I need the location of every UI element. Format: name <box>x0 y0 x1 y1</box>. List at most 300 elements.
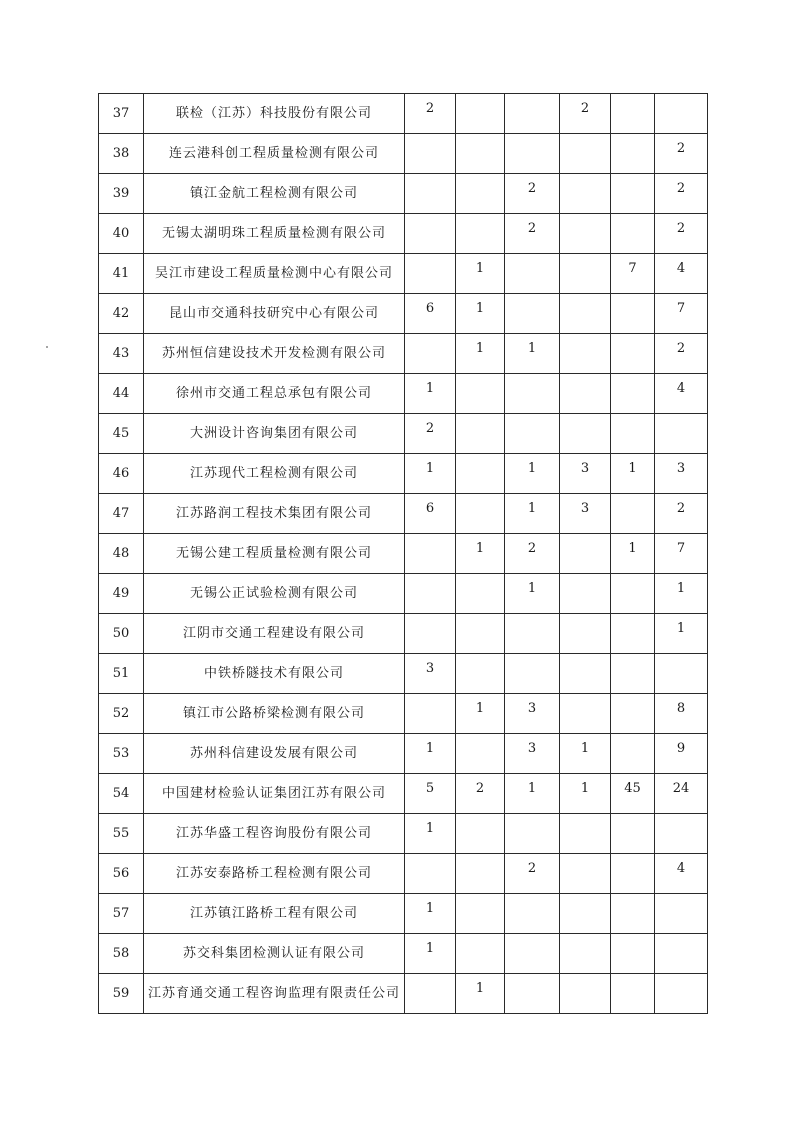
value-cell-6 <box>655 574 708 614</box>
value-cell-1 <box>405 134 456 174</box>
value-1: 1 <box>425 740 435 756</box>
row-index-cell <box>99 94 144 134</box>
value-cell-4 <box>560 454 611 494</box>
table-row <box>99 574 708 614</box>
row-index: 47 <box>112 505 130 521</box>
value-cell-3 <box>505 334 560 374</box>
row-index-cell <box>99 414 144 454</box>
value-cell-5 <box>611 334 655 374</box>
value-cell-6 <box>655 614 708 654</box>
table-row <box>99 134 708 174</box>
value-cell-2 <box>456 254 505 294</box>
value-cell-1 <box>405 294 456 334</box>
company-name: 大洲设计咨询集团有限公司 <box>189 425 358 441</box>
value-cell-6 <box>655 254 708 294</box>
value-cell-1 <box>405 494 456 534</box>
value-cell-5 <box>611 214 655 254</box>
company-name: 中铁桥隧技术有限公司 <box>203 665 344 681</box>
value-cell-4 <box>560 894 611 934</box>
row-index-cell <box>99 174 144 214</box>
value-cell-5 <box>611 534 655 574</box>
value-cell-5 <box>611 654 655 694</box>
value-cell-4 <box>560 494 611 534</box>
value-cell-4 <box>560 974 611 1014</box>
company-name: 无锡公正试验检测有限公司 <box>189 585 358 601</box>
value-cell-6 <box>655 814 708 854</box>
value-cell-3 <box>505 934 560 974</box>
value-cell-4 <box>560 174 611 214</box>
table-row <box>99 334 708 374</box>
row-index-cell <box>99 454 144 494</box>
value-cell-4 <box>560 254 611 294</box>
value-5: 1 <box>628 460 637 476</box>
company-name: 吴江市建设工程质量检测中心有限公司 <box>154 265 393 281</box>
value-cell-1 <box>405 814 456 854</box>
value-cell-3 <box>505 534 560 574</box>
value-6: 2 <box>676 220 686 236</box>
value-cell-3 <box>505 214 560 254</box>
value-1: 6 <box>425 300 435 316</box>
row-index: 45 <box>112 425 130 441</box>
value-cell-1 <box>405 94 456 134</box>
value-cell-1 <box>405 414 456 454</box>
row-index-cell <box>99 134 144 174</box>
value-3: 2 <box>527 180 537 196</box>
value-6: 7 <box>676 540 686 556</box>
table-row <box>99 894 708 934</box>
value-cell-6 <box>655 694 708 734</box>
value-cell-2 <box>456 214 505 254</box>
value-cell-3 <box>505 974 560 1014</box>
value-cell-2 <box>456 614 505 654</box>
table-row <box>99 934 708 974</box>
row-index-cell <box>99 214 144 254</box>
value-6: 1 <box>676 580 686 596</box>
row-index: 38 <box>112 145 130 161</box>
value-1: 1 <box>425 900 435 916</box>
value-cell-5 <box>611 134 655 174</box>
value-6: 8 <box>676 700 686 716</box>
value-cell-5 <box>611 574 655 614</box>
value-2: 1 <box>475 700 485 716</box>
row-index-cell <box>99 774 144 814</box>
value-1: 3 <box>425 660 435 676</box>
company-name-cell <box>144 694 405 734</box>
row-index: 43 <box>112 345 130 361</box>
value-cell-5 <box>611 614 655 654</box>
table-row <box>99 374 708 414</box>
value-cell-6 <box>655 974 708 1014</box>
value-cell-6 <box>655 174 708 214</box>
value-cell-1 <box>405 974 456 1014</box>
company-name-cell <box>144 654 405 694</box>
company-name-cell <box>144 854 405 894</box>
company-name: 江苏路润工程技术集团有限公司 <box>175 505 372 521</box>
company-name-cell <box>144 94 405 134</box>
value-cell-3 <box>505 694 560 734</box>
value-cell-6 <box>655 494 708 534</box>
row-index: 54 <box>112 785 130 801</box>
value-cell-5 <box>611 494 655 534</box>
company-name-cell <box>144 494 405 534</box>
value-cell-5 <box>611 174 655 214</box>
company-name: 江阴市交通工程建设有限公司 <box>182 625 365 641</box>
value-6: 2 <box>676 140 686 156</box>
company-name: 徐州市交通工程总承包有限公司 <box>175 385 372 401</box>
value-3: 1 <box>527 780 537 796</box>
company-name-cell <box>144 294 405 334</box>
value-4: 1 <box>580 740 590 756</box>
value-cell-3 <box>505 614 560 654</box>
company-name: 江苏安泰路桥工程检测有限公司 <box>175 865 372 881</box>
value-cell-1 <box>405 654 456 694</box>
value-4: 3 <box>580 460 590 476</box>
value-1: 1 <box>425 820 435 836</box>
value-cell-4 <box>560 934 611 974</box>
value-cell-6 <box>655 134 708 174</box>
company-name-cell <box>144 934 405 974</box>
value-cell-1 <box>405 174 456 214</box>
company-name-cell <box>144 974 405 1014</box>
value-cell-6 <box>655 854 708 894</box>
value-cell-3 <box>505 654 560 694</box>
company-name-cell <box>144 414 405 454</box>
row-index-cell <box>99 574 144 614</box>
row-index-cell <box>99 894 144 934</box>
value-3: 1 <box>527 340 537 356</box>
value-cell-3 <box>505 774 560 814</box>
value-cell-2 <box>456 774 505 814</box>
row-index-cell <box>99 694 144 734</box>
value-cell-4 <box>560 614 611 654</box>
value-cell-6 <box>655 654 708 694</box>
row-index: 53 <box>112 745 130 761</box>
scan-speck <box>46 346 48 348</box>
value-6: 4 <box>676 380 686 396</box>
table-row <box>99 814 708 854</box>
row-index: 42 <box>112 305 130 321</box>
value-cell-2 <box>456 574 505 614</box>
table-body <box>99 94 708 1014</box>
company-name-cell <box>144 334 405 374</box>
table-row <box>99 614 708 654</box>
row-index-cell <box>99 334 144 374</box>
value-cell-3 <box>505 254 560 294</box>
table-row <box>99 774 708 814</box>
value-cell-1 <box>405 854 456 894</box>
value-cell-6 <box>655 534 708 574</box>
value-cell-5 <box>611 814 655 854</box>
company-name: 无锡太湖明珠工程质量检测有限公司 <box>161 225 386 241</box>
value-cell-4 <box>560 134 611 174</box>
value-cell-1 <box>405 734 456 774</box>
table-row <box>99 454 708 494</box>
value-3: 2 <box>527 540 537 556</box>
value-cell-3 <box>505 854 560 894</box>
table-row <box>99 94 708 134</box>
value-3: 2 <box>527 860 537 876</box>
row-index-cell <box>99 254 144 294</box>
value-2: 1 <box>475 340 485 356</box>
value-6: 9 <box>676 740 686 756</box>
value-cell-2 <box>456 414 505 454</box>
value-cell-3 <box>505 374 560 414</box>
row-index-cell <box>99 734 144 774</box>
value-1: 2 <box>425 420 435 436</box>
table-row <box>99 654 708 694</box>
company-name-cell <box>144 534 405 574</box>
value-cell-1 <box>405 454 456 494</box>
value-cell-3 <box>505 454 560 494</box>
company-name: 无锡公建工程质量检测有限公司 <box>175 545 372 561</box>
row-index: 57 <box>112 905 130 921</box>
row-index-cell <box>99 374 144 414</box>
table-row <box>99 534 708 574</box>
company-name: 镇江金航工程检测有限公司 <box>189 185 358 201</box>
company-name-cell <box>144 174 405 214</box>
value-cell-6 <box>655 454 708 494</box>
value-2: 1 <box>475 980 485 996</box>
row-index: 48 <box>112 545 130 561</box>
value-4: 1 <box>580 780 590 796</box>
value-cell-6 <box>655 934 708 974</box>
value-cell-6 <box>655 734 708 774</box>
row-index: 55 <box>112 825 130 841</box>
value-cell-3 <box>505 94 560 134</box>
row-index: 59 <box>112 985 130 1001</box>
value-cell-3 <box>505 814 560 854</box>
value-cell-1 <box>405 374 456 414</box>
value-cell-4 <box>560 854 611 894</box>
value-cell-3 <box>505 894 560 934</box>
company-name: 苏交科集团检测认证有限公司 <box>182 945 365 961</box>
value-cell-5 <box>611 94 655 134</box>
value-cell-4 <box>560 774 611 814</box>
row-index-cell <box>99 294 144 334</box>
row-index: 37 <box>112 105 130 121</box>
value-cell-5 <box>611 934 655 974</box>
company-name: 连云港科创工程质量检测有限公司 <box>168 145 379 161</box>
company-name-cell <box>144 254 405 294</box>
value-cell-2 <box>456 694 505 734</box>
value-5: 45 <box>624 780 641 796</box>
value-3: 3 <box>527 700 537 716</box>
value-cell-4 <box>560 534 611 574</box>
row-index: 46 <box>112 465 130 481</box>
value-3: 1 <box>527 500 537 516</box>
company-name: 联检（江苏）科技股份有限公司 <box>175 105 372 121</box>
value-6: 2 <box>676 340 686 356</box>
value-cell-2 <box>456 294 505 334</box>
value-cell-3 <box>505 414 560 454</box>
value-cell-4 <box>560 654 611 694</box>
value-cell-5 <box>611 734 655 774</box>
table-row <box>99 694 708 734</box>
row-index: 40 <box>112 225 130 241</box>
value-3: 3 <box>527 740 537 756</box>
value-cell-5 <box>611 374 655 414</box>
row-index: 41 <box>112 265 130 281</box>
table-row <box>99 494 708 534</box>
value-3: 1 <box>527 460 537 476</box>
value-cell-5 <box>611 894 655 934</box>
table-row <box>99 854 708 894</box>
value-cell-5 <box>611 854 655 894</box>
value-2: 1 <box>475 260 485 276</box>
value-cell-3 <box>505 734 560 774</box>
value-cell-6 <box>655 94 708 134</box>
company-stats-table <box>98 93 708 1014</box>
row-index: 44 <box>112 385 130 401</box>
value-1: 1 <box>425 940 435 956</box>
value-cell-2 <box>456 534 505 574</box>
value-3: 1 <box>527 580 537 596</box>
value-cell-5 <box>611 294 655 334</box>
value-cell-5 <box>611 694 655 734</box>
table-row <box>99 734 708 774</box>
value-cell-1 <box>405 534 456 574</box>
company-name-cell <box>144 134 405 174</box>
value-1: 1 <box>425 380 435 396</box>
company-name: 昆山市交通科技研究中心有限公司 <box>168 305 379 321</box>
value-cell-4 <box>560 374 611 414</box>
value-1: 2 <box>425 100 435 116</box>
company-name: 中国建材检验认证集团江苏有限公司 <box>161 785 386 801</box>
value-6: 7 <box>676 300 686 316</box>
row-index-cell <box>99 654 144 694</box>
company-name: 江苏华盛工程咨询股份有限公司 <box>175 825 372 841</box>
row-index-cell <box>99 534 144 574</box>
value-cell-5 <box>611 454 655 494</box>
company-name: 苏州恒信建设技术开发检测有限公司 <box>161 345 386 361</box>
value-6: 4 <box>676 860 686 876</box>
value-1: 1 <box>425 460 435 476</box>
value-cell-4 <box>560 294 611 334</box>
row-index-cell <box>99 814 144 854</box>
value-5: 1 <box>628 540 637 556</box>
row-index-cell <box>99 614 144 654</box>
value-1: 5 <box>425 780 435 796</box>
value-6: 1 <box>676 620 686 636</box>
value-4: 3 <box>580 500 590 516</box>
value-cell-1 <box>405 694 456 734</box>
value-cell-1 <box>405 334 456 374</box>
value-cell-2 <box>456 174 505 214</box>
value-cell-5 <box>611 254 655 294</box>
value-6: 2 <box>676 500 686 516</box>
value-cell-3 <box>505 294 560 334</box>
value-cell-1 <box>405 574 456 614</box>
value-2: 1 <box>475 300 485 316</box>
value-cell-3 <box>505 174 560 214</box>
value-cell-1 <box>405 254 456 294</box>
value-cell-4 <box>560 574 611 614</box>
value-cell-6 <box>655 414 708 454</box>
value-6: 3 <box>676 460 686 476</box>
row-index: 52 <box>112 705 130 721</box>
value-cell-1 <box>405 894 456 934</box>
company-name-cell <box>144 894 405 934</box>
value-cell-6 <box>655 894 708 934</box>
value-cell-4 <box>560 334 611 374</box>
value-cell-4 <box>560 694 611 734</box>
value-cell-2 <box>456 374 505 414</box>
table-row <box>99 974 708 1014</box>
company-name: 江苏现代工程检测有限公司 <box>189 465 358 481</box>
value-cell-2 <box>456 334 505 374</box>
company-name-cell <box>144 734 405 774</box>
table-row <box>99 174 708 214</box>
row-index: 50 <box>112 625 130 641</box>
value-6: 24 <box>672 780 690 796</box>
value-cell-6 <box>655 774 708 814</box>
value-cell-2 <box>456 94 505 134</box>
row-index-cell <box>99 854 144 894</box>
row-index-cell <box>99 494 144 534</box>
value-2: 1 <box>475 540 485 556</box>
company-name: 镇江市公路桥梁检测有限公司 <box>182 705 365 721</box>
value-cell-1 <box>405 614 456 654</box>
table-row <box>99 214 708 254</box>
value-1: 6 <box>425 500 435 516</box>
value-cell-4 <box>560 214 611 254</box>
row-index: 58 <box>112 945 130 961</box>
row-index: 39 <box>112 185 130 201</box>
company-name-cell <box>144 614 405 654</box>
company-name-cell <box>144 774 405 814</box>
row-index: 49 <box>112 585 130 601</box>
value-cell-4 <box>560 814 611 854</box>
value-cell-2 <box>456 134 505 174</box>
value-cell-6 <box>655 294 708 334</box>
table-row <box>99 294 708 334</box>
company-name-cell <box>144 374 405 414</box>
value-cell-3 <box>505 134 560 174</box>
value-3: 2 <box>527 220 537 236</box>
value-cell-2 <box>456 494 505 534</box>
value-cell-2 <box>456 854 505 894</box>
value-cell-5 <box>611 974 655 1014</box>
value-2: 2 <box>475 780 485 796</box>
row-index: 51 <box>112 665 130 681</box>
value-cell-2 <box>456 454 505 494</box>
value-cell-5 <box>611 774 655 814</box>
value-cell-6 <box>655 374 708 414</box>
value-cell-1 <box>405 774 456 814</box>
value-cell-2 <box>456 654 505 694</box>
table-row <box>99 414 708 454</box>
company-name-cell <box>144 454 405 494</box>
value-cell-6 <box>655 214 708 254</box>
row-index-cell <box>99 934 144 974</box>
company-name-cell <box>144 814 405 854</box>
company-name-cell <box>144 574 405 614</box>
company-name: 江苏育通交通工程咨询监理有限责任公司 <box>147 985 400 1001</box>
value-cell-2 <box>456 974 505 1014</box>
value-cell-1 <box>405 214 456 254</box>
value-cell-2 <box>456 934 505 974</box>
value-cell-1 <box>405 934 456 974</box>
value-cell-2 <box>456 814 505 854</box>
value-cell-3 <box>505 574 560 614</box>
value-6: 2 <box>676 180 686 196</box>
value-cell-3 <box>505 494 560 534</box>
value-cell-2 <box>456 894 505 934</box>
value-5: 7 <box>628 260 637 276</box>
value-6: 4 <box>676 260 686 276</box>
value-cell-2 <box>456 734 505 774</box>
row-index: 56 <box>112 865 130 881</box>
